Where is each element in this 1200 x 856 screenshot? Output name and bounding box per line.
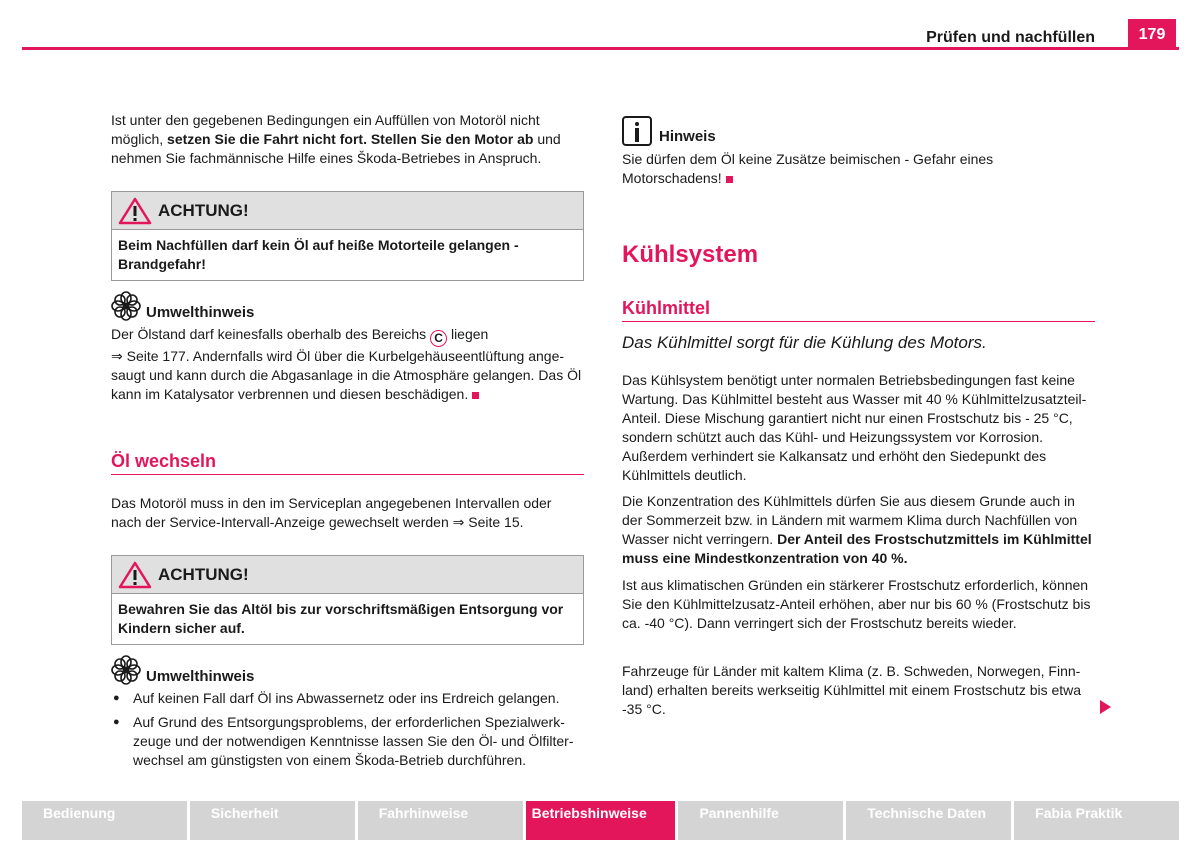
warning-label-1: ACHTUNG! xyxy=(158,200,249,220)
header-rule xyxy=(22,47,1179,50)
hint-text-content: Sie dürfen dem Öl keine Zusätze beimischen - Gefahr eines Motorschadens! xyxy=(622,151,994,186)
environment-note-1-text xyxy=(111,325,584,404)
tab-fabia-praktik[interactable]: Fabia Praktik xyxy=(1014,801,1179,840)
coolant-p2-text: Die Konzentration des Kühlmittels dürfen Sie aus diesem Grunde auch in der Sommerzeit bzw. in Ländern mit warmem Klima durch Nachfüllen von Wasser nicht verringern. xyxy=(622,493,1078,547)
warning-header-1 xyxy=(112,192,583,230)
environment-note-2-header xyxy=(111,655,254,685)
intro-bold-2: Stellen Sie den Motor ab xyxy=(370,131,534,147)
running-header-title: Prüfen und nachfüllen xyxy=(926,29,1095,46)
coolant-paragraph-1: Das Kühlsystem benötigt unter normalen Betriebsbedingungen fast keine Wartung. Das Kühlmittel besteht aus Wasser mit 40 % Kühlmittelzusatzteil-Anteil. Diese Mischung garantiert nicht nur einen Frostschutz bis - 25 °C, sondern schützt auch das Kühl- und Heizungssystem vor Korrosion. Außerdem verhindert sie Kalkansatz und erhöht den Siedepunkt des Kühlmittels deutlich. xyxy=(622,372,1087,483)
info-icon xyxy=(622,116,652,146)
warning-box-2 xyxy=(111,555,584,645)
section-heading-coolant: Kühlmittel xyxy=(622,298,710,318)
coolant-p2-bold: Der Anteil des Frostschutzmittels im Kühlmittel muss eine Mindestkonzentration von 40 %. xyxy=(622,531,1092,566)
tab-sicherheit[interactable]: Sicherheit xyxy=(190,801,355,840)
hint-text xyxy=(622,150,1095,188)
coolant-paragraph-4: Fahrzeuge für Länder mit kaltem Klima (z. B. Schweden, Norwegen, Finnland) erhalten bereits werkseitig Kühlmittel mit einem Frostschutz bis etwa -35 °C. xyxy=(622,663,1082,717)
marker-c-icon: C xyxy=(430,330,447,347)
environment-note-2-title: Umwelthinweis xyxy=(146,668,255,685)
env1-text-c: ⇒ Seite 177. Andernfalls wird Öl über die Kurbelgehäuseentlüftung angesaugt und kann durch die Abgasanlage in die Atmosphäre gelangen. Das Öl kann im Katalysator verbrennen und diesen beschädigen. xyxy=(111,348,582,402)
environment-note-2-list xyxy=(111,689,584,775)
tab-fahrhinweise[interactable]: Fahrhinweise xyxy=(358,801,523,840)
intro-bold-sep: . xyxy=(363,131,371,147)
next-page-arrow-icon xyxy=(1100,700,1111,714)
tab-pannenhilfe[interactable]: Pannenhilfe xyxy=(678,801,843,840)
warning-box-1 xyxy=(111,191,584,281)
hint-title: Hinweis xyxy=(659,128,716,145)
page-number: 179 xyxy=(1128,19,1176,49)
warning-label-2: ACHTUNG! xyxy=(158,564,249,584)
section-heading-cooling-system: Kühlsystem xyxy=(622,241,759,268)
section-heading-oil-change: Öl wechseln xyxy=(111,451,217,471)
list-item: ● Auf Grund des Entsorgungsproblems, der erforderlichen Spezialwerkzeuge und der notwendigen Kenntnisse lassen Sie den Öl- und Ölfilterwechsel am günstigsten von einem Škoda-Betrieb durchführen. xyxy=(111,713,584,770)
end-marker-icon xyxy=(726,176,733,183)
section-rule-oil-change xyxy=(111,474,584,475)
env1-text-a: Der Ölstand darf keinesfalls oberhalb des Bereichs xyxy=(111,326,431,342)
intro-text-1: Ist unter den gegebenen Bedingungen ein Auffüllen von Motoröl nicht möglich, xyxy=(111,112,540,147)
section-rule-coolant xyxy=(622,321,1095,322)
environment-note-1-title: Umwelthinweis xyxy=(146,304,255,321)
oil-change-text: Das Motoröl muss in den im Serviceplan angegebenen Intervallen oder nach der Service-Intervall-Anzeige gewechselt werden ⇒ Seite 15. xyxy=(111,495,552,530)
intro-text-end: und nehmen Sie fachmännische Hilfe eines Škoda-Betriebes in Anspruch. xyxy=(111,131,561,166)
warning-header-2 xyxy=(112,556,583,594)
warning-text-2: Bewahren Sie das Altöl bis zur vorschriftsmäßigen Entsorgung vor Kindern sicher auf. xyxy=(118,601,564,636)
warning-triangle-icon xyxy=(118,197,152,225)
coolant-lead: Das Kühlmittel sorgt für die Kühlung des Motors. xyxy=(622,333,987,352)
tab-technische-daten[interactable]: Technische Daten xyxy=(846,801,1011,840)
warning-text-1: Beim Nachfüllen darf kein Öl auf heiße Motorteile gelangen - Brandgefahr! xyxy=(118,237,519,272)
tab-betriebshinweise[interactable]: Betriebshinweise xyxy=(526,801,676,840)
list-item: ● Auf keinen Fall darf Öl ins Abwassernetz oder ins Erdreich gelangen. xyxy=(111,689,584,708)
intro-paragraph xyxy=(111,111,584,168)
environment-note-1-header xyxy=(111,291,254,321)
end-marker-icon xyxy=(472,392,479,399)
intro-bold-1: setzen Sie die Fahrt nicht fort xyxy=(167,131,364,147)
flower-icon xyxy=(111,291,141,321)
warning-triangle-icon xyxy=(118,561,152,589)
tab-bedienung[interactable]: Bedienung xyxy=(22,801,187,840)
coolant-paragraph-2 xyxy=(622,492,1095,568)
env1-text-b: liegen xyxy=(447,326,489,342)
coolant-paragraph-3: Ist aus klimatischen Gründen ein stärkerer Frostschutz erforderlich, können Sie den Kühlmittelzusatz-Anteil erhöhen, aber nur bis 60 % (Frostschutz bis ca. -40 °C). Dann verringert sich der Frostschutz bereits wieder. xyxy=(622,577,1091,631)
flower-icon xyxy=(111,655,141,685)
footer-nav xyxy=(22,801,1179,840)
